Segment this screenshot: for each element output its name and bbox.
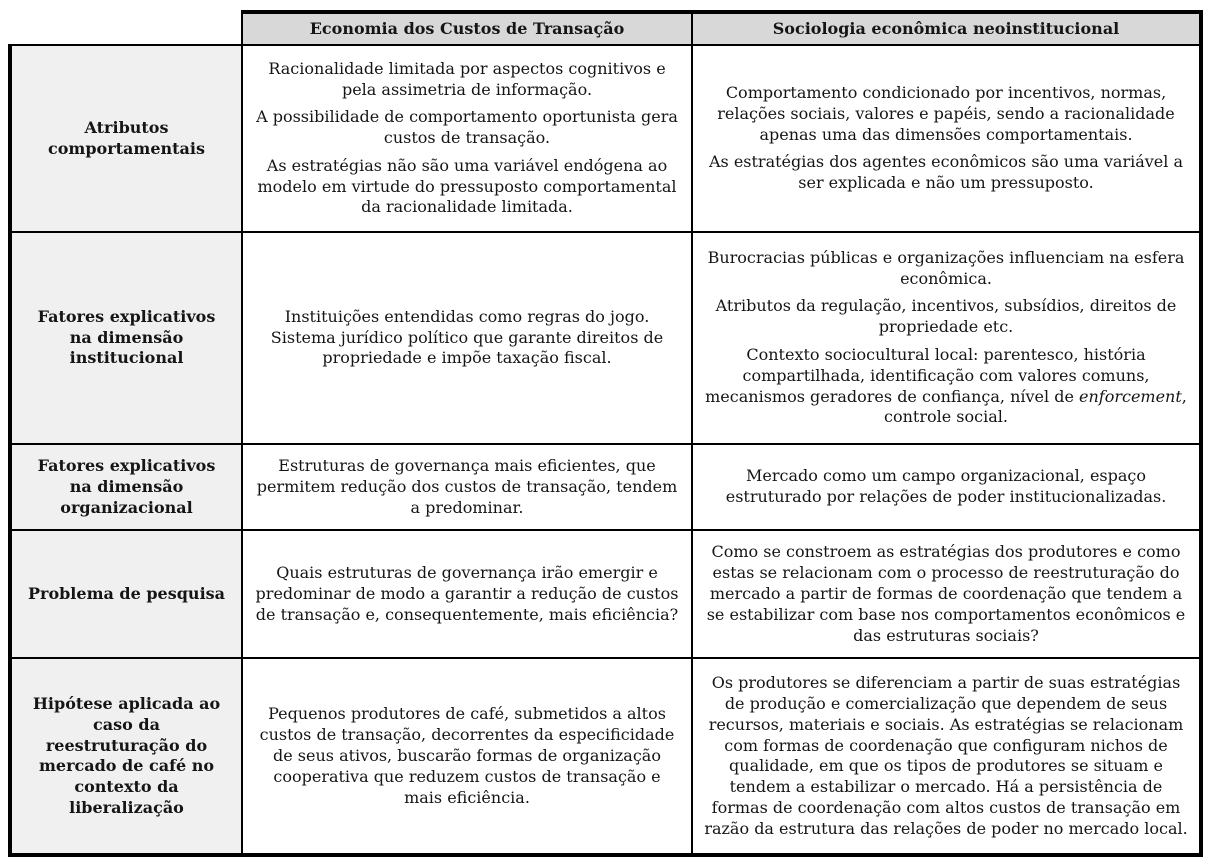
row-label-problema: Problema de pesquisa	[10, 530, 242, 658]
cell-sen-problema	[692, 530, 1201, 658]
table-row	[10, 444, 1201, 530]
cell-paragraph: Como se constroem as estratégias dos produtores e como estas se relacionam com o processo de reestruturação do mercado a partir de formas de coordenação que tendem a se estabilizar com base nos comportamentos econômicos e das estruturas sociais?	[706, 542, 1186, 645]
cell-ect-atributos	[242, 45, 692, 232]
cell-paragraph: Mercado como um campo organizacional, espaço estruturado por relações de poder institucionalizadas.	[725, 466, 1167, 507]
cell-paragraph: Racionalidade limitada por aspectos cognitivos e pela assimetria de informação.	[268, 58, 666, 99]
cell-paragraph: As estratégias dos agentes econômicos são uma variável a ser explicada e não um pressuposto.	[708, 152, 1184, 193]
cell-sen-hipotese	[692, 658, 1201, 855]
cell-paragraph	[703, 345, 1189, 428]
row-label-institucional: Fatores explicativos na dimensão institucional	[10, 232, 242, 444]
cell-ect-institucional	[242, 232, 692, 444]
cell-paragraph: Atributos da regulação, incentivos, subsídios, direitos de propriedade etc.	[715, 296, 1177, 337]
paragraph-text: Contexto sociocultural local: parentesco, história compartilhada, identificação com valores comuns, mecanismos geradores de confiança, nível de	[705, 345, 1150, 406]
column-header-ect: Economia dos Custos de Transação	[242, 12, 692, 45]
cell-paragraph: Os produtores se diferenciam a partir de suas estratégias de produção e comercialização que dependem de seus recursos, materiais e sociais. As estratégias se relacionam com formas de coordenação que configuram nichos de qualidade, em que os tipos de produtores se situam e tendem a estabilizar o mercado. Há a persistência de formas de coordenação com altos custos de transação em razão da estrutura das relações de poder no mercado local.	[704, 673, 1188, 838]
cell-paragraph: Estruturas de governança mais eficientes, que permitem redução dos custos de transação, tendem a predominar.	[256, 456, 678, 517]
cell-ect-problema	[242, 530, 692, 658]
table-row	[10, 232, 1201, 444]
comparison-table	[8, 10, 1203, 857]
cell-ect-organizacional	[242, 444, 692, 530]
cell-sen-organizacional	[692, 444, 1201, 530]
row-label-atributos: Atributos comportamentais	[10, 45, 242, 232]
cell-ect-hipotese	[242, 658, 692, 855]
cell-paragraph: Pequenos produtores de café, submetidos a altos custos de transação, decorrentes da especificidade de seus ativos, buscarão formas de organização cooperativa que reduzem custos de transação e mais eficiência.	[259, 704, 675, 807]
cell-paragraph: As estratégias não são uma variável endógena ao modelo em virtude do pressuposto comportamental da racionalidade limitada.	[257, 155, 677, 217]
cell-paragraph: Comportamento condicionado por incentivos, normas, relações sociais, valores e papéis, sendo a racionalidade apenas uma das dimensões comportamentais.	[717, 83, 1175, 144]
header-row	[10, 12, 1201, 45]
corner-cell	[10, 12, 242, 45]
table-row	[10, 658, 1201, 855]
row-label-organizacional: Fatores explicativos na dimensão organizacional	[10, 444, 242, 530]
table-row	[10, 530, 1201, 658]
column-header-sen: Sociologia econômica neoinstitucional	[692, 12, 1201, 45]
cell-paragraph: Instituições entendidas como regras do jogo. Sistema jurídico político que garante direitos de propriedade e impõe taxação fiscal.	[270, 306, 664, 368]
row-label-hipotese: Hipótese aplicada ao caso da reestruturação do mercado de café no contexto da liberalização	[10, 658, 242, 855]
cell-sen-atributos	[692, 45, 1201, 232]
paragraph-text: , controle social.	[884, 386, 1187, 427]
italic-term: enforcement	[1079, 386, 1182, 406]
cell-paragraph: A possibilidade de comportamento oportunista gera custos de transação.	[256, 107, 678, 148]
cell-paragraph: Burocracias públicas e organizações influenciam na esfera econômica.	[707, 247, 1185, 288]
table-row	[10, 45, 1201, 232]
cell-sen-institucional	[692, 232, 1201, 444]
cell-paragraph: Quais estruturas de governança irão emergir e predominar de modo a garantir a redução de custos de transação e, consequentemente, mais eficiência?	[255, 563, 679, 624]
